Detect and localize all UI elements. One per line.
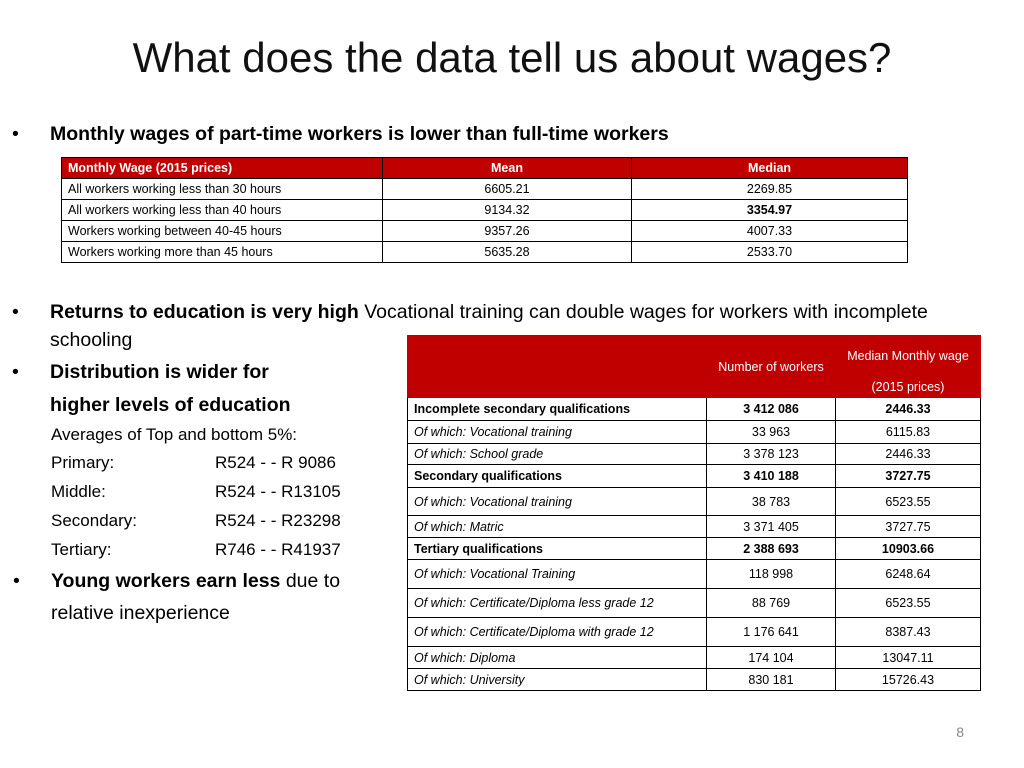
workers-value: 174 104 [707,647,836,669]
table-row [408,618,981,647]
header-number-of-workers: Number of workers [707,336,836,398]
level-range-primary: R524 - - R 9086 [215,453,336,472]
table-row [408,465,981,488]
table-row [408,488,981,516]
level-range-middle: R524 - - R13105 [215,482,341,501]
median-value: 3354.97 [632,200,908,221]
bullet-education-returns-bold: Returns to education is very high [50,301,359,323]
bullet-young-workers [13,567,341,595]
median-value: 4007.33 [632,221,908,242]
workers-value: 3 378 123 [707,444,836,465]
bullet-young-workers-text: due to [280,570,341,592]
mean-value: 9134.32 [383,200,632,221]
header-monthly-wage: Monthly Wage (2015 prices) [62,158,383,179]
bullet-distribution [12,358,269,386]
header-blank [408,336,707,398]
table-row [62,179,908,200]
median-value: 2533.70 [632,242,908,263]
row-label: Workers working more than 45 hours [62,242,383,263]
wage-value: 6115.83 [836,421,981,444]
wage-value: 13047.11 [836,647,981,669]
table-row [408,538,981,560]
workers-value: 118 998 [707,560,836,589]
education-wage-table [407,335,981,691]
monthly-wage-table [61,157,908,263]
workers-value: 38 783 [707,488,836,516]
wage-value: 8387.43 [836,618,981,647]
row-label: All workers working less than 40 hours [62,200,383,221]
table-row [408,421,981,444]
row-label: Tertiary qualifications [408,538,707,560]
level-name-tertiary: Tertiary: [51,540,112,559]
bullet-part-time-text: Monthly wages of part-time workers is lower than full-time workers [50,123,669,145]
header-median-monthly-wage: Median Monthly wage [836,336,981,377]
header-mean: Mean [383,158,632,179]
table-header-row [408,336,981,377]
row-label: Of which: Vocational Training [408,560,707,589]
bullet-dot: • [13,570,20,592]
wage-value: 15726.43 [836,669,981,691]
row-label: Of which: Matric [408,516,707,538]
mean-value: 9357.26 [383,221,632,242]
level-range-tertiary: R746 - - R41937 [215,540,341,559]
workers-value: 3 412 086 [707,398,836,421]
table-header-row [62,158,908,179]
table-row [408,516,981,538]
row-label: Of which: Vocational training [408,488,707,516]
wage-value: 6248.64 [836,560,981,589]
mean-value: 5635.28 [383,242,632,263]
row-label: Of which: Diploma [408,647,707,669]
row-label: Workers working between 40-45 hours [62,221,383,242]
table-row [62,221,908,242]
bullet-distribution-line2: higher levels of education [50,394,291,416]
workers-value: 88 769 [707,589,836,618]
bullet-dot: • [12,361,19,383]
table-row [408,589,981,618]
row-label: Of which: School grade [408,444,707,465]
table-row [408,560,981,589]
mean-value: 6605.21 [383,179,632,200]
bullet-dot: • [12,301,19,323]
workers-value: 1 176 641 [707,618,836,647]
bullet-distribution-line1: Distribution is wider for [50,361,269,383]
row-label: Of which: Certificate/Diploma less grade 12 [408,589,707,618]
slide-title: What does the data tell us about wages? [132,34,892,81]
bullet-education-returns-text: Vocational training can double wages for workers with incomplete [358,301,928,323]
header-prices-note: (2015 prices) [836,377,981,398]
wage-value: 3727.75 [836,465,981,488]
bullet-education-returns-line2: schooling [50,329,133,351]
row-label: Incomplete secondary qualifications [408,398,707,421]
table-row [408,647,981,669]
table-row [408,669,981,691]
level-name-middle: Middle: [51,482,106,501]
row-label: Of which: University [408,669,707,691]
bullet-dot: • [12,123,19,145]
wage-value: 6523.55 [836,488,981,516]
workers-value: 830 181 [707,669,836,691]
wage-value: 6523.55 [836,589,981,618]
workers-value: 33 963 [707,421,836,444]
averages-label: Averages of Top and bottom 5%: [51,425,298,444]
median-value: 2269.85 [632,179,908,200]
page-number: 8 [956,724,964,740]
table-row [408,398,981,421]
level-range-secondary: R524 - - R23298 [215,511,341,530]
bullet-young-workers-bold: Young workers earn less [51,570,281,592]
wage-value: 2446.33 [836,398,981,421]
level-name-primary: Primary: [51,453,115,472]
wage-value: 2446.33 [836,444,981,465]
bullet-part-time [12,120,669,148]
level-name-secondary: Secondary: [51,511,137,530]
row-label: Of which: Certificate/Diploma with grade 12 [408,618,707,647]
table-row [408,444,981,465]
workers-value: 3 410 188 [707,465,836,488]
bullet-distribution-cont [50,391,291,419]
table-row [62,242,908,263]
workers-value: 2 388 693 [707,538,836,560]
table-row [62,200,908,221]
wage-value: 10903.66 [836,538,981,560]
bullet-young-workers-line2: relative inexperience [51,602,230,624]
row-label: All workers working less than 30 hours [62,179,383,200]
bullet-young-workers-cont [51,599,230,627]
wage-value: 3727.75 [836,516,981,538]
workers-value: 3 371 405 [707,516,836,538]
row-label: Of which: Vocational training [408,421,707,444]
header-median: Median [632,158,908,179]
row-label: Secondary qualifications [408,465,707,488]
